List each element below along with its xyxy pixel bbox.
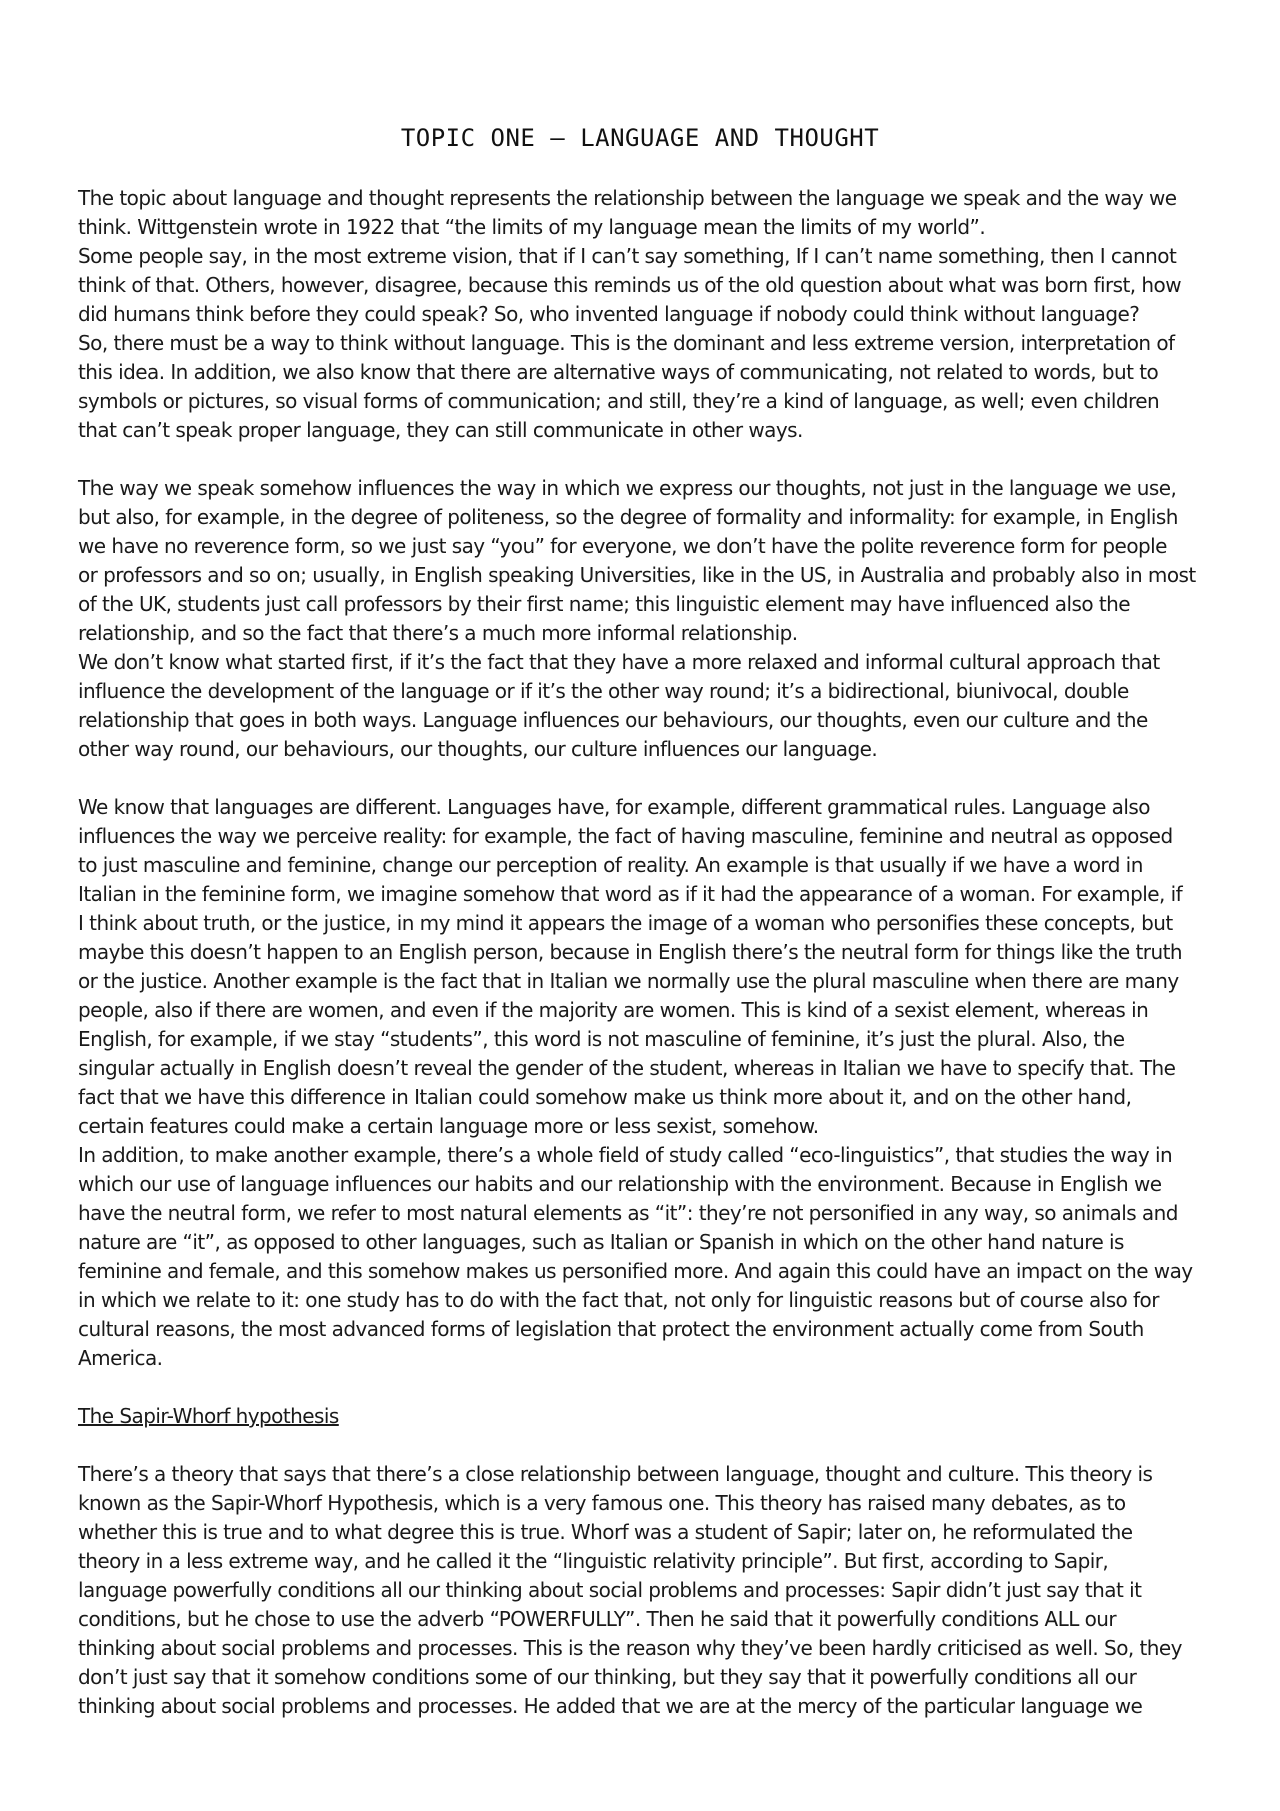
text-line: have the neutral form, we refer to most natural elements as “it”: they’re not personified in any way, so animals and <box>78 1201 1178 1225</box>
text-line: In addition, to make another example, there’s a whole field of study called “eco-linguistics”, that studies the way in <box>78 1143 1173 1167</box>
paragraph-3 <box>78 793 1218 1373</box>
text-line: Some people say, in the most extreme vision, that if I can’t say something, If I can’t name something, then I cannot <box>78 244 1177 268</box>
text-line: fact that we have this difference in Italian could somehow make us think more about it, and on the other hand, <box>78 1085 1132 1109</box>
text-line: known as the Sapir-Whorf Hypothesis, which is a very famous one. This theory has raised many debates, as to <box>78 1491 1126 1515</box>
text-line: thinking about social problems and processes. He added that we are at the mercy of the particular language we <box>78 1694 1143 1718</box>
text-line: conditions, but he chose to use the adverb “POWERFULLY”. Then he said that it powerfully conditions ALL our <box>78 1607 1117 1631</box>
text-line: relationship that goes in both ways. Language influences our behaviours, our thoughts, even our culture and the <box>78 708 1148 732</box>
text-line: The topic about language and thought represents the relationship between the language we speak and the way we <box>78 186 1177 210</box>
section-heading: The Sapir-Whorf hypothesis <box>78 1404 339 1428</box>
text-line: symbols or pictures, so visual forms of communication; and still, they’re a kind of language, as well; even children <box>78 389 1160 413</box>
paragraph-gap <box>78 764 1218 793</box>
text-line: singular actually in English doesn’t reveal the gender of the student, whereas in Italian we have to specify that. The <box>78 1056 1176 1080</box>
text-line: The way we speak somehow influences the way in which we express our thoughts, not just in the language we use, <box>78 476 1177 500</box>
text-line: certain features could make a certain language more or less sexist, somehow. <box>78 1114 819 1138</box>
paragraph-2 <box>78 474 1218 764</box>
text-line: in which we relate to it: one study has to do with the fact that, not only for linguistic reasons but of course also for <box>78 1288 1159 1312</box>
text-line: I think about truth, or the justice, in my mind it appears the image of a woman who personifies these concepts, but <box>78 911 1173 935</box>
text-line: of the UK, students just call professors by their first name; this linguistic element may have influenced also the <box>78 592 1131 616</box>
text-line: that can’t speak proper language, they can still communicate in other ways. <box>78 418 803 442</box>
text-line: influence the development of the language or if it’s the other way round; it’s a bidirectional, biunivocal, double <box>78 679 1129 703</box>
paragraph-gap <box>78 1373 1218 1402</box>
paragraph-1 <box>78 184 1218 445</box>
text-line: whether this is true and to what degree this is true. Whorf was a student of Sapir; later on, he reformulated the <box>78 1520 1133 1544</box>
text-line: did humans think before they could speak? So, who invented language if nobody could think without language? <box>78 302 1140 326</box>
text-line: or professors and so on; usually, in English speaking Universities, like in the US, in Australia and probably also in most <box>78 563 1196 587</box>
text-line: but also, for example, in the degree of politeness, so the degree of formality and informality: for example, in English <box>78 505 1178 529</box>
text-line: feminine and female, and this somehow makes us personified more. And again this could have an impact on the way <box>78 1259 1193 1283</box>
text-line: language powerfully conditions all our thinking about social problems and processes: Sapir didn’t just say that it <box>78 1578 1142 1602</box>
text-line: people, also if there are women, and even if the majority are women. This is kind of a sexist element, whereas in <box>78 998 1149 1022</box>
text-line: maybe this doesn’t happen to an English person, because in English there’s the neutral form for things like the truth <box>78 940 1182 964</box>
text-line: theory in a less extreme way, and he called it the “linguistic relativity principle”. But first, according to Sapir, <box>78 1549 1109 1573</box>
text-line: So, there must be a way to think without language. This is the dominant and less extreme version, interpretation of <box>78 331 1175 355</box>
text-line: other way round, our behaviours, our thoughts, our culture influences our language. <box>78 737 878 761</box>
paragraph-gap <box>78 1431 1218 1460</box>
text-line: thinking about social problems and processes. This is the reason why they’ve been hardly criticised as well. So, they <box>78 1636 1182 1660</box>
text-line: We know that languages are different. Languages have, for example, different grammatical rules. Language also <box>78 795 1150 819</box>
text-line: America. <box>78 1346 163 1370</box>
text-line: Italian in the feminine form, we imagine somehow that word as if it had the appearance of a woman. For example, if <box>78 882 1183 906</box>
text-line: this idea. In addition, we also know that there are alternative ways of communicating, not related to words, but to <box>78 360 1159 384</box>
text-line: influences the way we perceive reality: for example, the fact of having masculine, feminine and neutral as opposed <box>78 824 1173 848</box>
text-line: There’s a theory that says that there’s a close relationship between language, thought and culture. This theory is <box>78 1462 1153 1486</box>
paragraph-4 <box>78 1460 1218 1721</box>
text-line: We don’t know what started first, if it’s the fact that they have a more relaxed and informal cultural approach that <box>78 650 1160 674</box>
paragraph-gap <box>78 445 1218 474</box>
text-line: which our use of language influences our habits and our relationship with the environment. Because in English we <box>78 1172 1162 1196</box>
text-line: nature are “it”, as opposed to other languages, such as Italian or Spanish in which on the other hand nature is <box>78 1230 1124 1254</box>
text-line: to just masculine and feminine, change our perception of reality. An example is that usually if we have a word in <box>78 853 1143 877</box>
text-line: cultural reasons, the most advanced forms of legislation that protect the environment actually come from South <box>78 1317 1144 1341</box>
text-line: English, for example, if we stay “students”, this word is not masculine of feminine, it’s just the plural. Also, the <box>78 1027 1125 1051</box>
document-body <box>78 184 1218 1721</box>
text-line: relationship, and so the fact that there’s a much more informal relationship. <box>78 621 798 645</box>
text-line: don’t just say that it somehow conditions some of our thinking, but they say that it powerfully conditions all our <box>78 1665 1137 1689</box>
page-title: TOPIC ONE – LANGUAGE AND THOUGHT <box>400 124 880 152</box>
text-line: think of that. Others, however, disagree, because this reminds us of the old question about what was born first, how <box>78 273 1182 297</box>
text-line: or the justice. Another example is the fact that in Italian we normally use the plural masculine when there are many <box>78 969 1179 993</box>
text-line: think. Wittgenstein wrote in 1922 that “the limits of my language mean the limits of my world”. <box>78 215 986 239</box>
text-line: we have no reverence form, so we just say “you” for everyone, we don’t have the polite reverence form for people <box>78 534 1167 558</box>
